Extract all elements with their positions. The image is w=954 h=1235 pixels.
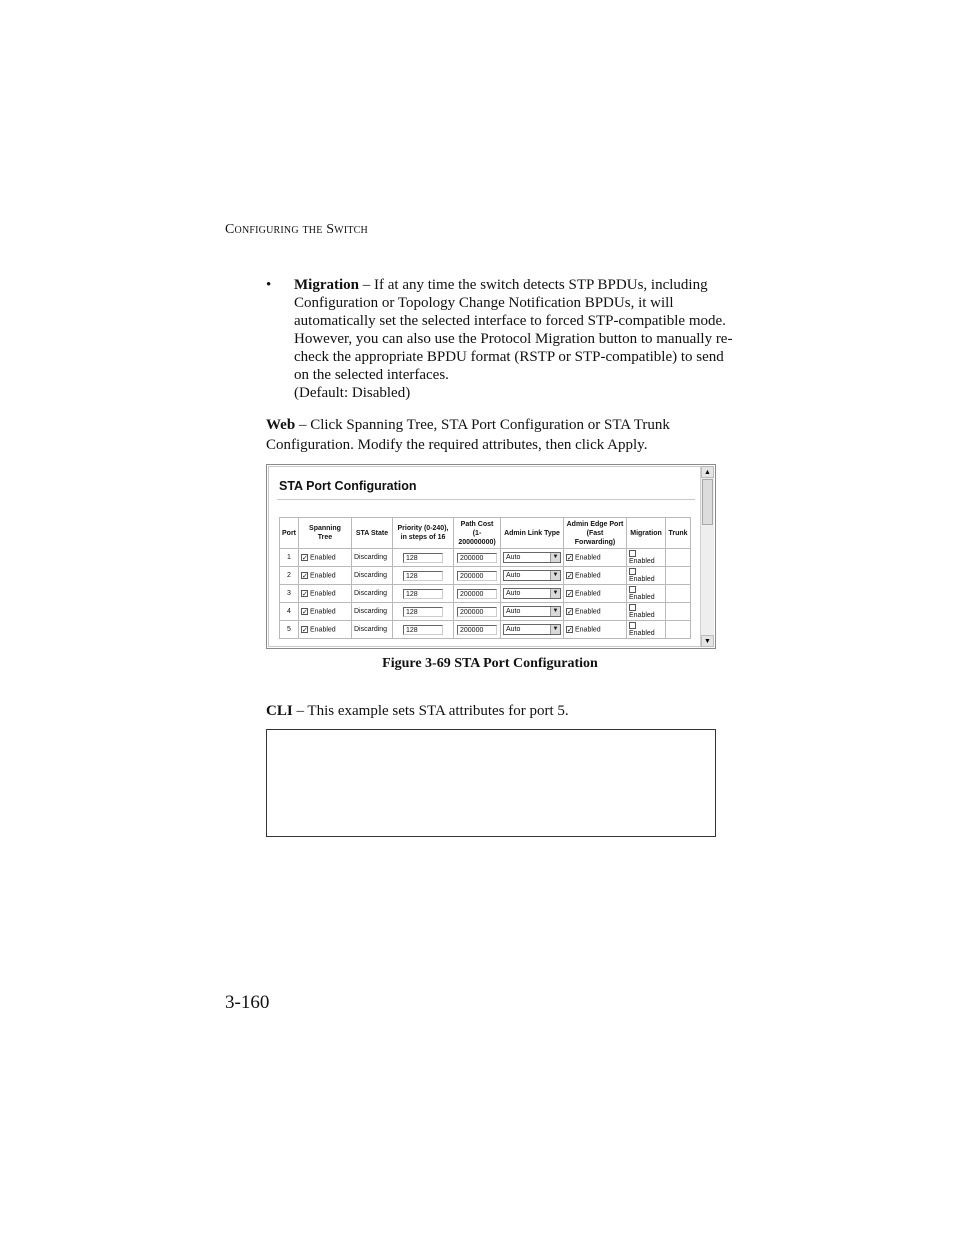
vertical-scrollbar[interactable] [700, 466, 714, 647]
table-row [280, 621, 691, 639]
port-cell: 5 [280, 621, 299, 639]
select-value: Auto [506, 590, 521, 597]
select-value: Auto [506, 572, 521, 579]
trunk-cell [666, 621, 691, 639]
checkbox-label: Enabled [629, 629, 655, 637]
col-spanning-tree: Spanning Tree [299, 518, 352, 549]
spanning-tree-cell [299, 585, 352, 603]
admin-edge-checkbox[interactable]: ✓ [567, 608, 573, 616]
admin-link-type-cell [501, 567, 564, 585]
spanning-tree-cell [299, 567, 352, 585]
checkbox-label: Enabled [575, 554, 601, 562]
select-value: Auto [506, 608, 521, 615]
admin-link-type-cell [501, 621, 564, 639]
migration-checkbox[interactable] [629, 550, 636, 557]
trunk-cell [666, 549, 691, 567]
col-priority: Priority (0-240), in steps of 16 [393, 518, 454, 549]
spanning-tree-cell [299, 549, 352, 567]
admin-edge-cell [564, 549, 627, 567]
col-trunk: Trunk [666, 518, 691, 549]
bullet-default: (Default: Disabled) [294, 385, 411, 401]
checkbox-label: Enabled [310, 626, 336, 634]
priority-cell [393, 585, 454, 603]
spanning-tree-cell [299, 621, 352, 639]
path-cost-input[interactable]: 200000 [457, 607, 497, 617]
path-cost-cell [454, 585, 501, 603]
sta-state-cell: Discarding [352, 585, 393, 603]
checkbox-label: Enabled [575, 572, 601, 580]
admin-link-type-select[interactable] [503, 624, 561, 635]
admin-link-type-cell [501, 585, 564, 603]
chevron-down-icon[interactable]: ▼ [550, 571, 560, 580]
checkbox-label: Enabled [629, 557, 655, 565]
col-admin-edge-port: Admin Edge Port (Fast Forwarding) [564, 518, 627, 549]
migration-cell [627, 603, 666, 621]
spanning-tree-checkbox[interactable]: ✓ [302, 590, 308, 598]
priority-cell [393, 621, 454, 639]
checkbox-label: Enabled [575, 608, 601, 616]
priority-cell [393, 549, 454, 567]
table-row [280, 603, 691, 621]
checkbox-label: Enabled [575, 626, 601, 634]
migration-cell [627, 585, 666, 603]
figure-caption: Figure 3-69 STA Port Configuration [382, 656, 598, 671]
checkbox-label: Enabled [575, 590, 601, 598]
admin-edge-cell [564, 585, 627, 603]
sta-state-cell: Discarding [352, 603, 393, 621]
migration-checkbox[interactable] [629, 604, 636, 611]
running-header: Configuring the Switch [225, 222, 368, 237]
cli-term: CLI [266, 703, 293, 719]
admin-link-type-select[interactable] [503, 606, 561, 617]
web-body: – Click Spanning Tree, STA Port Configuration or STA Trunk Configuration. Modify the required attributes, then click Apply. [266, 417, 670, 453]
path-cost-input[interactable]: 200000 [457, 589, 497, 599]
sta-state-cell: Discarding [352, 621, 393, 639]
table-row [280, 585, 691, 603]
migration-checkbox[interactable] [629, 586, 636, 593]
spanning-tree-checkbox[interactable]: ✓ [302, 554, 308, 562]
sta-state-cell: Discarding [352, 567, 393, 585]
select-value: Auto [506, 554, 521, 561]
priority-cell [393, 603, 454, 621]
checkbox-label: Enabled [310, 554, 336, 562]
admin-edge-cell [564, 567, 627, 585]
screenshot-title: STA Port Configuration [279, 479, 417, 493]
admin-link-type-select[interactable] [503, 570, 561, 581]
port-cell: 1 [280, 549, 299, 567]
path-cost-input[interactable]: 200000 [457, 625, 497, 635]
bullet-body: – If at any time the switch detects STP BPDUs, including Configuration or Topology Change Notification BPDUs, it will automatically set the selected interface to forced STP-compatible mode. However, you can also use the Protocol Migration button to manually re-check the appropriate BPDU format (RSTP or STP-compatible) to send on the selected interfaces. [294, 277, 733, 383]
admin-edge-checkbox[interactable]: ✓ [567, 554, 573, 562]
screenshot-frame [268, 466, 702, 647]
checkbox-label: Enabled [310, 590, 336, 598]
port-cell: 2 [280, 567, 299, 585]
admin-edge-cell [564, 621, 627, 639]
migration-cell [627, 621, 666, 639]
admin-edge-checkbox[interactable]: ✓ [567, 626, 573, 634]
port-cell: 3 [280, 585, 299, 603]
spanning-tree-checkbox[interactable]: ✓ [302, 626, 308, 634]
priority-input[interactable]: 128 [403, 553, 443, 563]
col-path-cost: Path Cost (1-200000000) [454, 518, 501, 549]
chevron-down-icon[interactable]: ▼ [550, 589, 560, 598]
checkbox-label: Enabled [310, 608, 336, 616]
spanning-tree-cell [299, 603, 352, 621]
chevron-down-icon[interactable]: ▼ [550, 607, 560, 616]
admin-link-type-cell [501, 603, 564, 621]
bullet-term: Migration [294, 277, 359, 293]
checkbox-label: Enabled [629, 575, 655, 583]
trunk-cell [666, 585, 691, 603]
scroll-up-arrow-icon[interactable]: ▲ [701, 466, 714, 478]
checkbox-label: Enabled [629, 593, 655, 601]
table-header-row [280, 518, 691, 549]
table-row [280, 549, 691, 567]
path-cost-input[interactable]: 200000 [457, 553, 497, 563]
migration-checkbox[interactable] [629, 568, 636, 575]
path-cost-cell [454, 603, 501, 621]
admin-link-type-select[interactable] [503, 588, 561, 599]
col-admin-link-type: Admin Link Type [501, 518, 564, 549]
path-cost-cell [454, 621, 501, 639]
admin-edge-checkbox[interactable]: ✓ [567, 590, 573, 598]
col-port: Port [280, 518, 299, 549]
table-row [280, 567, 691, 585]
title-divider [277, 499, 695, 500]
migration-checkbox[interactable] [629, 622, 636, 629]
admin-edge-cell [564, 603, 627, 621]
web-paragraph [266, 415, 726, 455]
priority-input[interactable]: 128 [403, 571, 443, 581]
page-number: 3-160 [225, 992, 270, 1013]
admin-edge-checkbox[interactable]: ✓ [567, 572, 573, 580]
path-cost-cell [454, 567, 501, 585]
priority-input[interactable]: 128 [403, 589, 443, 599]
sta-port-table [279, 517, 691, 639]
path-cost-input[interactable]: 200000 [457, 571, 497, 581]
admin-link-type-select[interactable] [503, 552, 561, 563]
spanning-tree-checkbox[interactable]: ✓ [302, 572, 308, 580]
priority-input[interactable]: 128 [403, 625, 443, 635]
trunk-cell [666, 567, 691, 585]
cli-body: – This example sets STA attributes for port 5. [292, 703, 569, 719]
cli-paragraph [266, 701, 726, 721]
col-sta-state: STA State [352, 518, 393, 549]
migration-cell [627, 549, 666, 567]
admin-link-type-cell [501, 549, 564, 567]
web-term: Web [266, 417, 296, 433]
migration-cell [627, 567, 666, 585]
col-migration: Migration [627, 518, 666, 549]
cli-example-box [266, 729, 716, 837]
bullet-mark: • [266, 277, 272, 293]
checkbox-label: Enabled [629, 611, 655, 619]
trunk-cell [666, 603, 691, 621]
priority-cell [393, 567, 454, 585]
scroll-thumb[interactable] [702, 479, 713, 525]
spanning-tree-checkbox[interactable]: ✓ [302, 608, 308, 616]
sta-port-config-screenshot [266, 464, 716, 649]
checkbox-label: Enabled [310, 572, 336, 580]
select-value: Auto [506, 626, 521, 633]
path-cost-cell [454, 549, 501, 567]
bullet-text [294, 276, 734, 402]
chevron-down-icon[interactable]: ▼ [550, 625, 560, 634]
chevron-down-icon[interactable]: ▼ [550, 553, 560, 562]
priority-input[interactable]: 128 [403, 607, 443, 617]
port-cell: 4 [280, 603, 299, 621]
scroll-down-arrow-icon[interactable]: ▼ [701, 635, 714, 647]
sta-state-cell: Discarding [352, 549, 393, 567]
